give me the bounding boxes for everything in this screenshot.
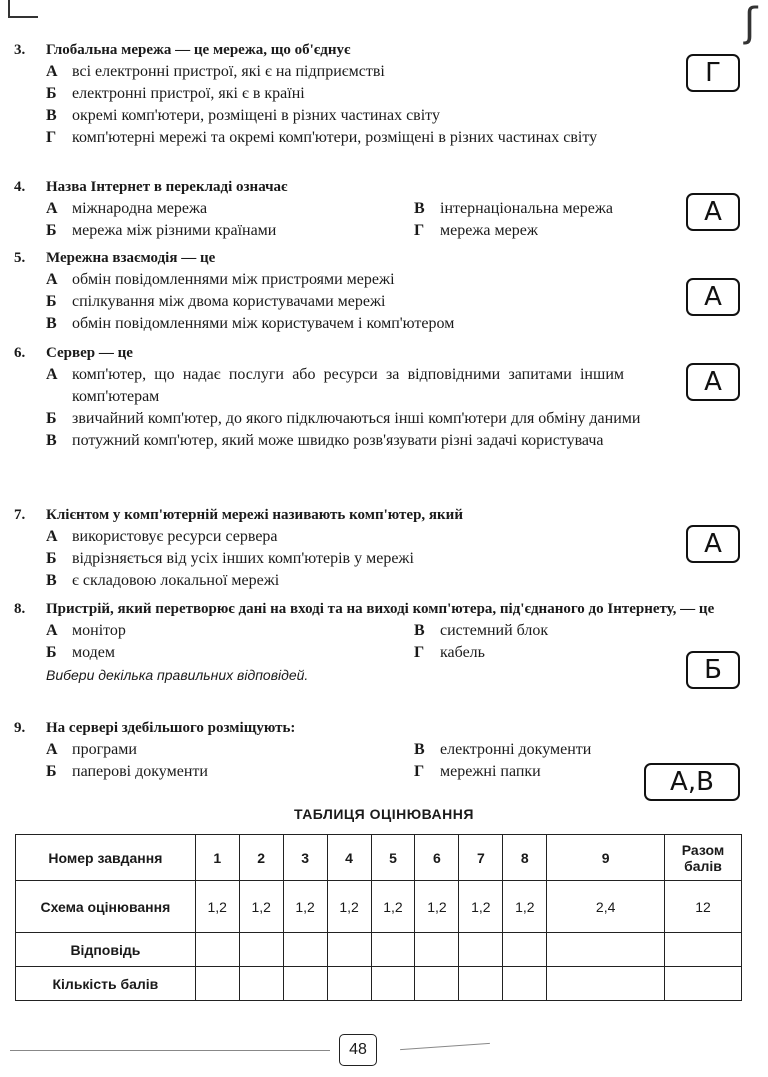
- margin-scribble: ʃ: [744, 0, 758, 46]
- answer-cell[interactable]: [459, 933, 503, 967]
- option-v: В обмін повідомленнями між користувачем і комп'ютером: [46, 315, 455, 332]
- scheme-value: 2,4: [547, 881, 665, 933]
- footer-rule-right: [400, 1043, 490, 1050]
- option-v: В інтернаціональна мережа: [414, 200, 614, 217]
- answer-box-8: Б: [686, 651, 740, 689]
- corner-mark: [8, 0, 38, 18]
- points-row: [16, 967, 742, 1001]
- question-9: 9. На сервері здебільшого розміщують: А програми В електронні документи Б паперові документи Г мережні папки: [14, 718, 754, 783]
- option-a: А програми: [46, 741, 137, 758]
- instruction-note: Вибери декілька правильних відповідей.: [46, 667, 309, 683]
- option-v: В потужний комп'ютер, який може швидко розв'язувати різні задачі користувача: [46, 432, 604, 449]
- answer-cell[interactable]: [283, 933, 327, 967]
- points-cell[interactable]: [459, 967, 503, 1001]
- scheme-value: 1,2: [283, 881, 327, 933]
- points-cell[interactable]: [665, 967, 742, 1001]
- question-8: 8. Пристрій, який перетворює дані на вході та на виході комп'ютера, під'єднаного до Інтернету, — це А монітор В системний блок Б модем Г кабель Вибери декілька правильних відповідей.: [14, 599, 754, 686]
- points-cell[interactable]: [371, 967, 415, 1001]
- scheme-value: 1,2: [239, 881, 283, 933]
- points-cell[interactable]: [503, 967, 547, 1001]
- option-a: А комп'ютер, що надає послуги або ресурси за відповідними запитами іншим комп'ютерам: [46, 366, 624, 405]
- task-number: 1: [195, 835, 239, 881]
- option-b: Б паперові документи: [46, 763, 208, 780]
- points-cell[interactable]: [283, 967, 327, 1001]
- option-b: Б спілкування між двома користувачами мережі: [46, 293, 386, 310]
- total-label: Разом балів: [665, 835, 742, 881]
- answer-box-6: А: [686, 363, 740, 401]
- answer-row: [16, 933, 742, 967]
- scheme-total: 12: [665, 881, 742, 933]
- answer-cell[interactable]: [503, 933, 547, 967]
- task-number: 2: [239, 835, 283, 881]
- option-a: А використовує ресурси сервера: [46, 528, 278, 545]
- answer-box-4: А: [686, 193, 740, 231]
- option-b: Б відрізняється від усіх інших комп'ютерів у мережі: [46, 550, 414, 567]
- option-g: Г мережні папки: [414, 763, 541, 780]
- option-b: Б мережа між різними країнами: [46, 222, 277, 239]
- points-cell[interactable]: [195, 967, 239, 1001]
- option-v: В системний блок: [414, 622, 549, 639]
- option-v: В електронні документи: [414, 741, 592, 758]
- page-number: 48: [339, 1034, 377, 1066]
- scheme-value: 1,2: [371, 881, 415, 933]
- scheme-value: 1,2: [459, 881, 503, 933]
- scheme-label: Схема оцінювання: [16, 881, 196, 933]
- scheme-value: 1,2: [195, 881, 239, 933]
- answer-cell[interactable]: [665, 933, 742, 967]
- scheme-value: 1,2: [327, 881, 371, 933]
- question-4: 4. Назва Інтернет в перекладі означає А міжнародна мережа В інтернаціональна мережа Б мережа між різними країнами Г мережа мереж: [14, 177, 754, 242]
- points-cell[interactable]: [547, 967, 665, 1001]
- option-g: Г мережа мереж: [414, 222, 538, 239]
- answer-cell[interactable]: [371, 933, 415, 967]
- answer-cell[interactable]: [547, 933, 665, 967]
- question-5: 5. Мережна взаємодія — це А обмін повідомленнями між пристроями мережі Б спілкування між двома користувачами мережі В обмін повідомленнями між користувачем і комп'ютером: [14, 248, 754, 335]
- answer-label: Відповідь: [16, 933, 196, 967]
- scheme-value: 1,2: [415, 881, 459, 933]
- answer-cell[interactable]: [195, 933, 239, 967]
- option-g: Г комп'ютерні мережі та окремі комп'ютери, розміщені в різних частинах світу: [46, 129, 598, 146]
- task-number: 7: [459, 835, 503, 881]
- points-cell[interactable]: [415, 967, 459, 1001]
- table-title: ТАБЛИЦЯ ОЦІНЮВАННЯ: [294, 806, 474, 822]
- option-v: В є складовою локальної мережі: [46, 572, 280, 589]
- answer-cell[interactable]: [327, 933, 371, 967]
- option-a: А міжнародна мережа: [46, 200, 208, 217]
- answer-cell[interactable]: [415, 933, 459, 967]
- option-g: Г кабель: [414, 644, 485, 661]
- task-number: 4: [327, 835, 371, 881]
- answer-box-5: А: [686, 278, 740, 316]
- header-row: [16, 835, 742, 881]
- answer-cell[interactable]: [239, 933, 283, 967]
- option-a: А обмін повідомленнями між пристроями мережі: [46, 271, 395, 288]
- task-number: 3: [283, 835, 327, 881]
- option-b: Б електронні пристрої, які є в країні: [46, 85, 305, 102]
- footer-rule-left: [10, 1050, 330, 1051]
- task-number: 8: [503, 835, 547, 881]
- question-number: 3.: [14, 42, 26, 58]
- question-3: [14, 40, 754, 149]
- option-b: Б звичайний комп'ютер, до якого підключаються інші комп'ютери для обміну даними: [46, 410, 641, 427]
- points-cell[interactable]: [239, 967, 283, 1001]
- question-6: 6. Сервер — це А комп'ютер, що надає послуги або ресурси за відповідними запитами іншим комп'ютерам Б звичайний комп'ютер, до якого підключаються інші комп'ютери для обміну даними В потужний комп'ютер, який може швидко розв'язувати різні задачі користувача: [14, 343, 754, 452]
- option-a: А монітор: [46, 622, 126, 639]
- option-a: А всі електронні пристрої, які є на підприємстві: [46, 63, 385, 80]
- answer-box-9: А,В: [644, 763, 740, 801]
- question-7: 7. Клієнтом у комп'ютерній мережі називають комп'ютер, який А використовує ресурси сервера Б відрізняється від усіх інших комп'ютерів у мережі В є складовою локальної мережі: [14, 505, 754, 592]
- scheme-value: 1,2: [503, 881, 547, 933]
- grading-table: [15, 834, 742, 1001]
- scheme-row: [16, 881, 742, 933]
- answer-box-3: Г: [686, 54, 740, 92]
- task-number: 5: [371, 835, 415, 881]
- option-b: Б модем: [46, 644, 116, 661]
- task-number: 6: [415, 835, 459, 881]
- header-label: Номер завдання: [16, 835, 196, 881]
- points-label: Кількість балів: [16, 967, 196, 1001]
- question-text: Глобальна мережа — це мережа, що об'єднує: [46, 42, 351, 58]
- option-v: В окремі комп'ютери, розміщені в різних частинах світу: [46, 107, 440, 124]
- points-cell[interactable]: [327, 967, 371, 1001]
- task-number: 9: [547, 835, 665, 881]
- answer-box-7: А: [686, 525, 740, 563]
